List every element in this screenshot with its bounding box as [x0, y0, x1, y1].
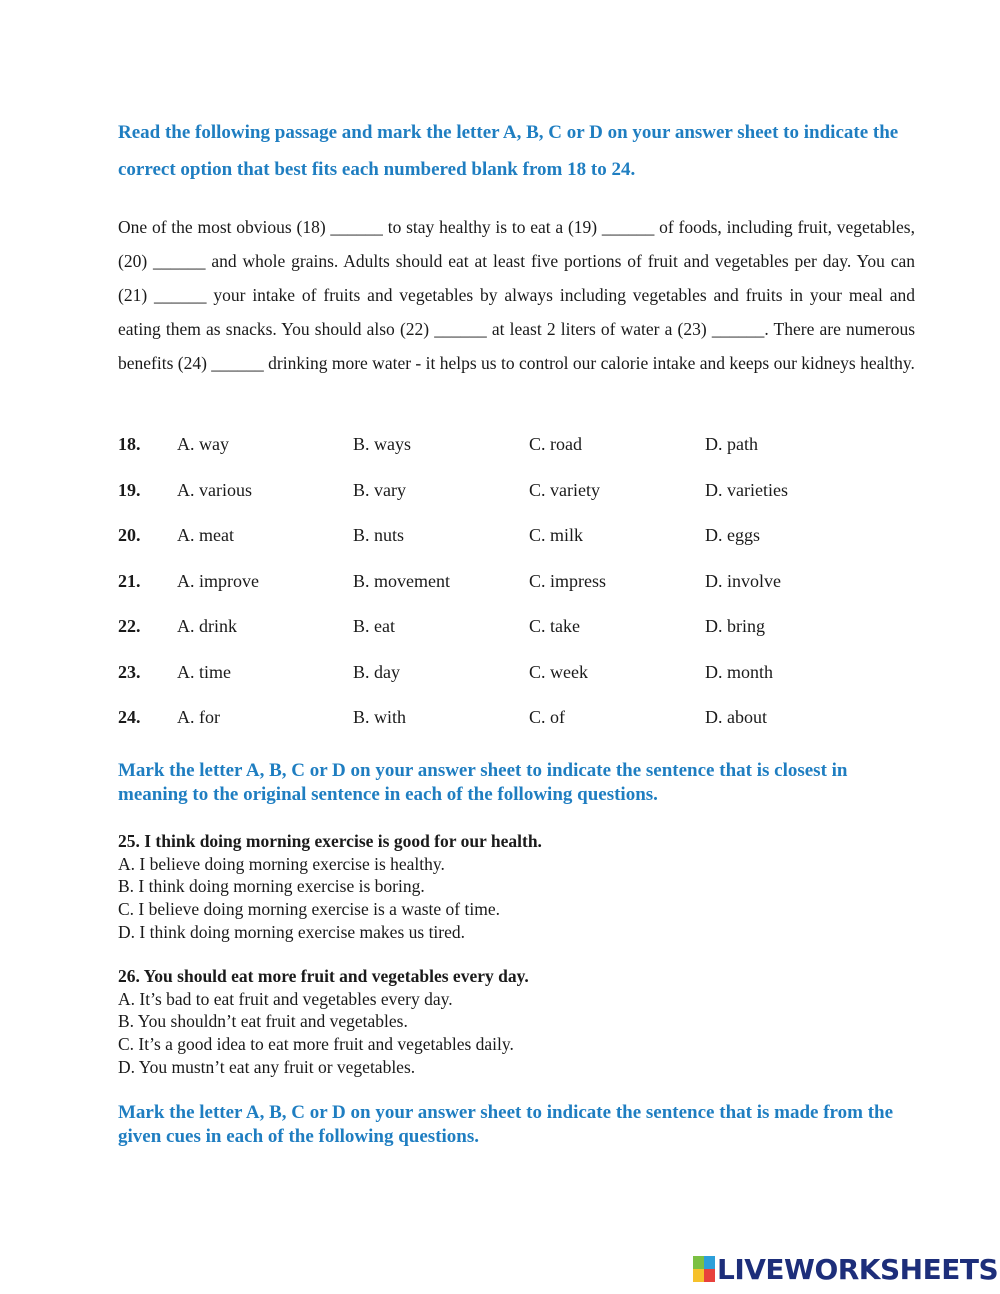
- option-b: B. ways: [353, 434, 411, 454]
- question-26: [118, 965, 915, 1079]
- question-row-20: [118, 525, 915, 571]
- option-c: C. of: [529, 707, 565, 727]
- instruction-given-cues: Mark the letter A, B, C or D on your answer sheet to indicate the sentence that is made from the given cues in each of the following questions.: [118, 1102, 894, 1147]
- option-b: B. day: [353, 661, 400, 682]
- option-b: B. nuts: [353, 525, 405, 545]
- question-number: 21.: [118, 570, 141, 591]
- option-a: A. drink: [177, 616, 237, 636]
- option-c: C. I believe doing morning exercise is a waste of time.: [118, 899, 500, 920]
- question-row-18: [118, 434, 915, 480]
- question-number: 18.: [118, 434, 141, 454]
- option-b: B. vary: [353, 479, 406, 500]
- option-b: B. eat: [353, 616, 395, 636]
- question-row-24: [118, 707, 915, 753]
- option-d: D. I think doing morning exercise makes us tired.: [118, 921, 466, 942]
- option-c: C. It’s a good idea to eat more fruit and vegetables daily.: [118, 1034, 514, 1055]
- option-c: C. impress: [529, 570, 607, 591]
- question-number: 19.: [118, 479, 141, 500]
- question-25: [118, 830, 915, 944]
- option-a: A. way: [177, 434, 229, 454]
- option-d: D. path: [705, 434, 758, 454]
- question-number: 22.: [118, 616, 141, 636]
- option-b: B. I think doing morning exercise is boring.: [118, 876, 425, 897]
- question-stem: 25. I think doing morning exercise is good for our health.: [118, 831, 542, 851]
- option-c: C. variety: [529, 479, 600, 500]
- cloze-questions: [118, 434, 915, 753]
- instruction-passage: Read the following passage and mark the letter A, B, C or D on your answer sheet to indicate the correct option that best fits each numbered blank from 18 to 24.: [118, 122, 899, 180]
- brand-wordmark: LIVEWORKSHEETS: [717, 1252, 999, 1286]
- question-row-21: [118, 571, 915, 617]
- liveworksheets-icon: [693, 1256, 715, 1282]
- option-d: D. varieties: [705, 479, 788, 500]
- option-a: A. various: [177, 479, 252, 500]
- question-row-22: [118, 616, 915, 662]
- option-d: D. involve: [705, 570, 781, 591]
- option-d: D. eggs: [705, 525, 760, 545]
- option-a: A. improve: [177, 570, 259, 591]
- question-row-19: [118, 480, 915, 526]
- option-d: D. You mustn’t eat any fruit or vegetables.: [118, 1056, 416, 1077]
- option-a: A. meat: [177, 525, 234, 545]
- question-row-23: [118, 662, 915, 708]
- question-number: 23.: [118, 661, 141, 682]
- option-a: A. time: [177, 661, 231, 682]
- option-a: A. for: [177, 707, 220, 727]
- option-a: A. It’s bad to eat fruit and vegetables every day.: [118, 988, 453, 1009]
- option-d: D. about: [705, 707, 767, 727]
- liveworksheets-logo: [693, 1253, 998, 1285]
- option-b: B. You shouldn’t eat fruit and vegetables.: [118, 1011, 408, 1032]
- reading-passage: One of the most obvious (18) ______ to stay healthy is to eat a (19) ______ of foods, including fruit, vegetables, (20) ______ and whole grains. Adults should eat at least five portions of fruit and vegetables per day. You can (21) ______ your intake of fruits and vegetables by always including vegetables and fruits in your meal and eating them as snacks. You should also (22) ______ at least 2 liters of water a (23) ______. There are numerous benefits (24) ______ drinking more water - it helps us to control our calorie intake and keeps our kidneys healthy.: [118, 217, 915, 373]
- option-d: D. month: [705, 661, 774, 682]
- option-b: B. movement: [353, 570, 450, 591]
- option-b: B. with: [353, 707, 407, 727]
- option-c: C. milk: [529, 525, 584, 545]
- question-number: 20.: [118, 525, 141, 545]
- option-c: C. take: [529, 616, 580, 636]
- option-c: C. road: [529, 434, 582, 454]
- option-d: D. bring: [705, 616, 765, 636]
- instruction-closest-meaning: Mark the letter A, B, C or D on your answer sheet to indicate the sentence that is closest in meaning to the original sentence in each of the following questions.: [118, 760, 848, 805]
- question-number: 24.: [118, 707, 141, 727]
- option-c: C. week: [529, 661, 588, 682]
- question-stem: 26. You should eat more fruit and vegetables every day.: [118, 966, 529, 986]
- option-a: A. I believe doing morning exercise is healthy.: [118, 853, 445, 874]
